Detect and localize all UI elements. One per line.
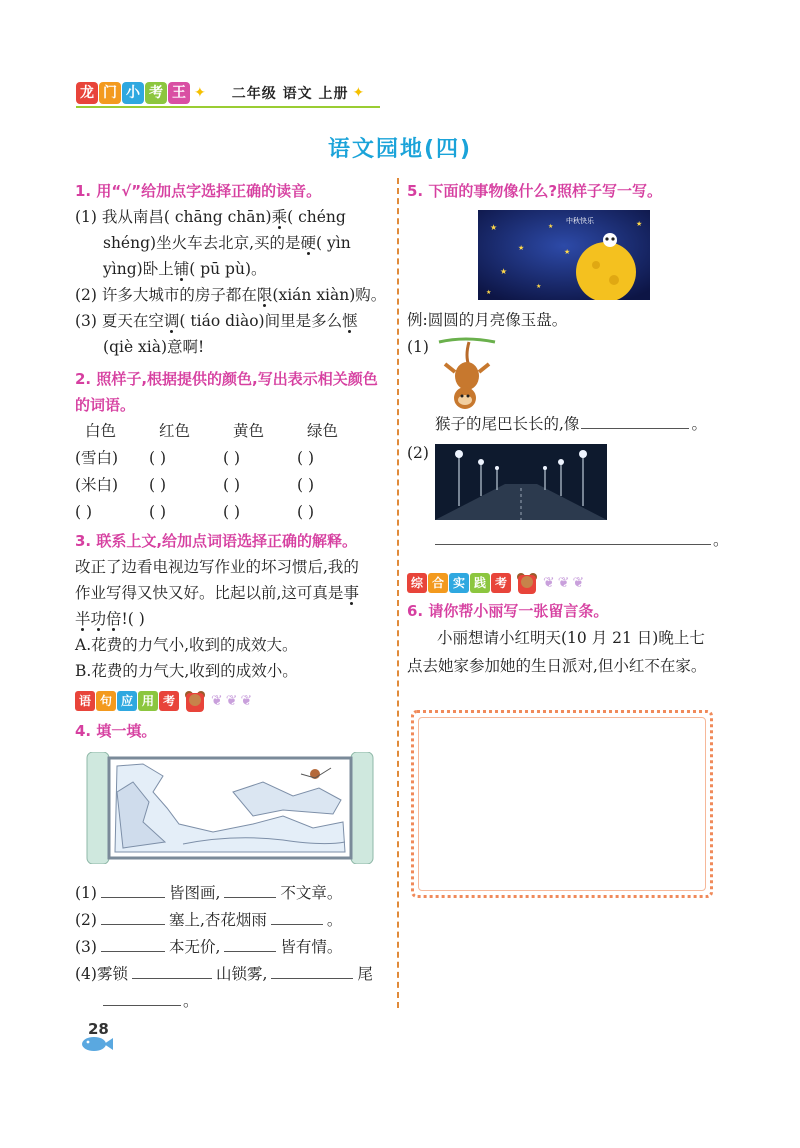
bear-icon: [183, 689, 207, 713]
star-icon: ✦: [194, 85, 206, 101]
color-row-3: [75, 499, 387, 526]
svg-text:★: ★: [490, 223, 498, 232]
answer-blank[interactable]: [271, 961, 353, 979]
q1-line-1: (1) 我从南昌( chāng chān)乘( chéng: [75, 208, 346, 226]
q1-heading: 1. 用“√”给加点字选择正确的读音。: [75, 182, 322, 200]
bear-icon: [515, 571, 539, 595]
answer-blank[interactable]: !( ): [121, 610, 145, 628]
q6-text-2: 点去她家参加她的生日派对,但小红不在家。: [407, 657, 707, 675]
section-badge-sentence: [75, 688, 387, 714]
dotted-char: 功: [90, 610, 107, 628]
column-divider: [397, 178, 399, 1008]
dotted-char: 倍: [106, 610, 122, 628]
q5-item-2-image-row: (2): [407, 440, 729, 522]
brand-tile: 小: [122, 82, 144, 104]
q3-option-b[interactable]: B.花费的力气大,收到的成效小。: [75, 662, 298, 680]
pinyin-choice[interactable]: tiáo diào: [185, 312, 259, 330]
answer-blank[interactable]: ( ): [297, 449, 315, 467]
q6-heading: 6. 请你帮小丽写一张留言条。: [407, 602, 609, 620]
svg-text:★: ★: [548, 223, 554, 230]
answer-blank[interactable]: ( ): [223, 503, 241, 521]
q4-heading: 4. 填一填。: [75, 722, 157, 740]
q5-example: 例:圆圆的月亮像玉盘。: [407, 311, 568, 329]
q3-passage-2: 作业写得又快又好。比起以前,这可真是事: [75, 584, 359, 602]
q1-line-2: shéng)坐火车去北京,买的是硬( yìn: [103, 234, 351, 252]
answer-blank[interactable]: [101, 907, 165, 925]
dotted-char: 事: [343, 584, 359, 602]
landscape-scroll-illustration: [83, 752, 377, 864]
pinyin-choice[interactable]: shéng: [103, 234, 151, 252]
q1-line-3: yìng)卧上铺( pū pù)。: [103, 260, 267, 278]
dotted-char: 调: [163, 312, 180, 330]
q5-item-1-line: 猴子的尾巴长长的,像 。: [407, 410, 729, 438]
answer-blank[interactable]: ( ): [297, 476, 315, 494]
header-underline: [76, 106, 380, 108]
q4-line-5: 。: [75, 988, 387, 1015]
answer-blank[interactable]: [271, 907, 323, 925]
dotted-char: 铺: [173, 260, 190, 278]
answer-blank[interactable]: ( ): [75, 503, 93, 521]
badge-tiles: [407, 573, 511, 593]
q4-line-1: (1) 皆图画, 不文章。: [75, 880, 387, 907]
brand-tile: 王: [168, 82, 190, 104]
q4-line-2: (2) 塞上,杏花烟雨 。: [75, 907, 387, 934]
pinyin-choice[interactable]: yìng: [103, 260, 137, 278]
q4-line-4: (4)雾锁 山锁雾, 尾: [75, 961, 387, 988]
pinyin-choice[interactable]: chāng chān: [169, 208, 266, 226]
q1-line-4: (2) 许多大城市的房子都在限(xián xiàn)购。: [75, 286, 387, 304]
moon-illustration: [478, 210, 650, 300]
butterfly-icon: ❦❦❦: [543, 575, 588, 591]
color-headers: 白色 红色 黄色 绿色: [85, 422, 339, 440]
left-column: [75, 178, 387, 1015]
dotted-char: 硬: [300, 234, 317, 252]
answer-blank[interactable]: [224, 934, 276, 952]
color-row-1: (雪白) ( ) ( ) ( ): [75, 445, 387, 472]
brand-tile: 门: [99, 82, 121, 104]
q1-line-5: (3) 夏天在空调( tiáo diào)间里是多么惬: [75, 312, 358, 330]
answer-blank[interactable]: [101, 880, 165, 898]
q2-heading: 2. 照样子,根据提供的颜色,写出表示相关颜色的词语。: [75, 370, 378, 414]
badge-tile: 考: [159, 691, 179, 711]
svg-text:★: ★: [636, 220, 643, 228]
page-number: 28: [80, 1020, 114, 1052]
brand-logo: [76, 82, 190, 104]
q5-item-1-image-row: (1): [407, 334, 729, 410]
svg-text:★: ★: [500, 267, 508, 276]
badge-tile: 考: [491, 573, 511, 593]
answer-blank[interactable]: ( ): [223, 449, 241, 467]
q6-text-1: 小丽想请小红明天(10 月 21 日)晚上七: [437, 629, 705, 647]
svg-text:★: ★: [518, 244, 525, 252]
badge-tile: 践: [470, 573, 490, 593]
badge-tile: 语: [75, 691, 95, 711]
brand-tile: 考: [145, 82, 167, 104]
page-title: 语文园地(四): [327, 137, 473, 162]
q3-option-a[interactable]: A.花费的力气小,收到的成效大。: [75, 636, 298, 654]
badge-tile: 用: [138, 691, 158, 711]
pinyin-choice[interactable]: pū pù: [195, 260, 245, 278]
q4-line-3: (3) 本无价, 皆有情。: [75, 934, 387, 961]
section-badge-practice: [407, 570, 729, 596]
q5-item-2-line: 。: [407, 526, 729, 554]
svg-text:★: ★: [564, 248, 571, 256]
street-lights-illustration: [435, 444, 607, 520]
answer-blank[interactable]: [435, 527, 711, 545]
q3-passage-1: 改正了边看电视边写作业的坏习惯后,我的: [75, 558, 359, 576]
badge-tiles: [75, 691, 179, 711]
answer-blank[interactable]: ( ): [149, 476, 167, 494]
q3-passage-3: [75, 606, 387, 632]
answer-blank[interactable]: ( ): [297, 503, 315, 521]
message-writing-box[interactable]: [411, 710, 713, 898]
q5-heading: 5. 下面的事物像什么?照样子写一写。: [407, 182, 663, 200]
dotted-char: 乘: [271, 208, 288, 226]
answer-blank[interactable]: [103, 988, 181, 1006]
dotted-char: 限: [256, 286, 273, 304]
answer-blank[interactable]: ( ): [223, 476, 241, 494]
butterfly-icon: ❦❦❦: [211, 693, 256, 709]
color-row-2: (米白) ( ) ( ) ( ): [75, 472, 387, 499]
answer-blank[interactable]: ( ): [149, 503, 167, 521]
dotted-char: 惬: [342, 312, 358, 330]
answer-blank[interactable]: [101, 934, 165, 952]
star-icon: ✦: [352, 85, 365, 101]
q1-line-6: (qiè xià)意啊!: [103, 338, 205, 356]
pinyin-choice[interactable]: yìn: [322, 234, 351, 252]
badge-tile: 句: [96, 691, 116, 711]
svg-text:★: ★: [536, 283, 542, 290]
pinyin-choice[interactable]: xián xiàn: [278, 286, 350, 304]
badge-tile: 应: [117, 691, 137, 711]
brand-tile: 龙: [76, 82, 98, 104]
badge-tile: 综: [407, 573, 427, 593]
pinyin-choice[interactable]: qiè xià: [109, 338, 161, 356]
answer-blank[interactable]: [132, 961, 212, 979]
moon-caption: 中秋快乐: [566, 217, 594, 225]
monkey-illustration: [435, 336, 499, 410]
dotted-char: 半: [75, 610, 91, 628]
right-column: [407, 178, 729, 680]
series-header: [76, 80, 368, 106]
q3-heading: 3. 联系上文,给加点词语选择正确的解释。: [75, 532, 358, 550]
book-subtitle: 二年级 语文 上册: [231, 86, 349, 102]
svg-text:★: ★: [486, 289, 492, 296]
answer-blank[interactable]: [224, 880, 276, 898]
answer-blank[interactable]: [581, 411, 689, 429]
badge-tile: 合: [428, 573, 448, 593]
badge-tile: 实: [449, 573, 469, 593]
answer-blank[interactable]: ( ): [149, 449, 167, 467]
pinyin-choice[interactable]: chéng: [293, 208, 346, 226]
